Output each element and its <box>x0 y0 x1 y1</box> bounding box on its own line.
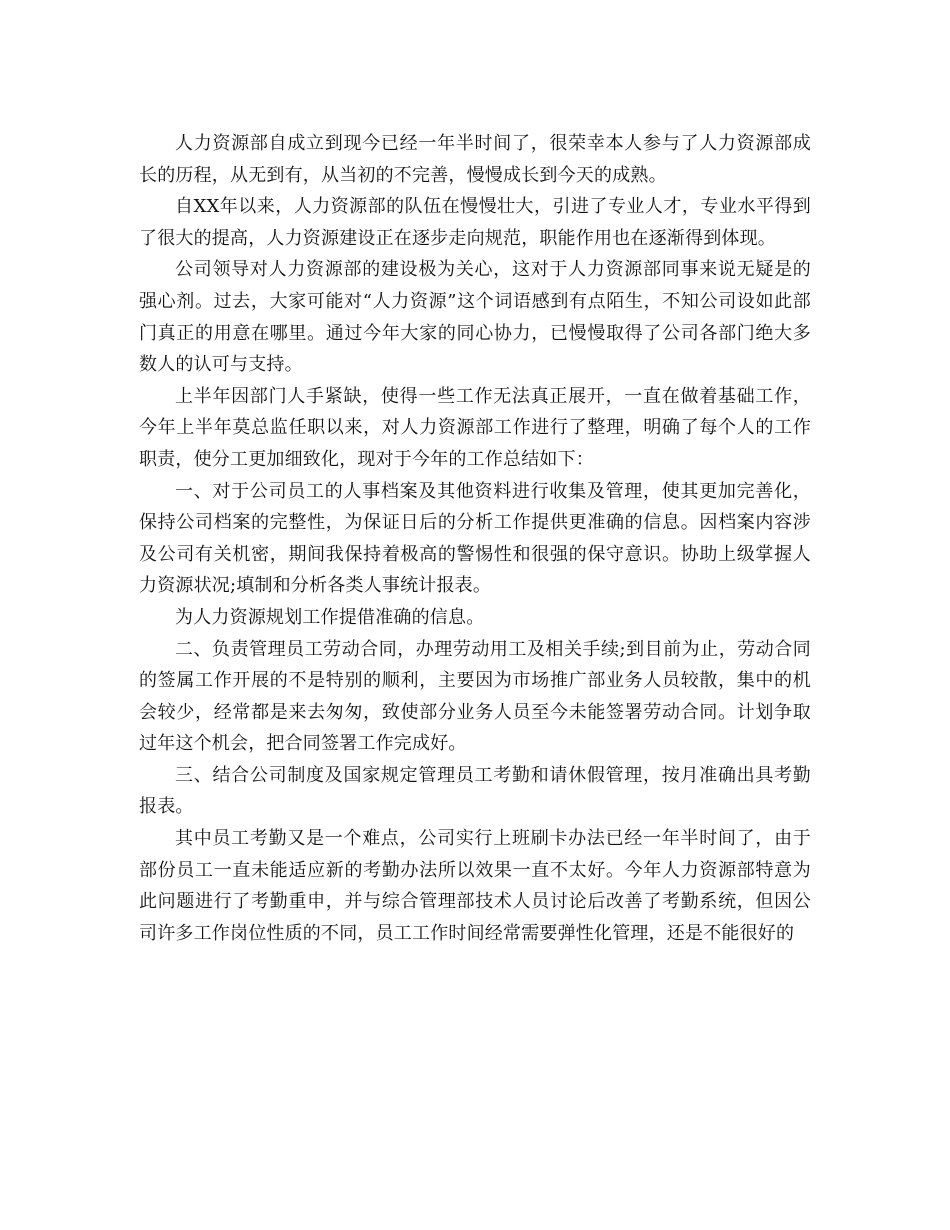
paragraph-9: 其中员工考勤又是一个难点，公司实行上班刷卡办法已经一年半时间了，由于部份员工一直未能适应新的考勤办法所以效果一直不太好。今年人力资源部特意为此问题进行了考勤重申，并与综合管理部技术人员讨论后改善了考勤系统，但因公司许多工作岗位性质的不同，员工工作时间经常需要弹性化管理，还是不能很好的 <box>139 828 811 944</box>
paragraph-7: 二、负责管理员工劳动合同，办理劳动用工及相关手续;到目前为止，劳动合同的签属工作开展的不是特别的顺利，主要因为市场推广部业务人员较散，集中的机会较少，经常都是来去匆匆，致使部分业务人员至今未能签署劳动合同。计划争取过年这个机会，把合同签署工作完成好。 <box>139 638 811 755</box>
paragraph-6: 为人力资源规划工作提借准确的信息。 <box>175 606 485 628</box>
document-body <box>139 128 811 949</box>
paragraph-4: 上半年因部门人手紧缺，使得一些工作无法真正展开，一直在做着基础工作，今年上半年莫总监任职以来，对人力资源部工作进行了整理，明确了每个人的工作职责，使分工更加细致化，现对于今年的工作总结如下： <box>139 385 811 470</box>
paragraph-5: 一、对于公司员工的人事档案及其他资料进行收集及管理，使其更加完善化，保持公司档案的完整性，为保证日后的分析工作提供更准确的信息。因档案内容涉及公司有关机密，期间我保持着极高的警惕性和很强的保守意识。协助上级掌握人力资源状况;填制和分析各类人事统计报表。 <box>139 480 811 597</box>
paragraph-2: 自XX年以来，人力资源部的队伍在慢慢壮大，引进了专业人才，专业水平得到了很大的提高，人力资源建设正在逐步走向规范，职能作用也在逐渐得到体现。 <box>139 196 811 249</box>
paragraph-1: 人力资源部自成立到现今已经一年半时间了，很荣幸本人参与了人力资源部成长的历程，从无到有，从当初的不完善，慢慢成长到今天的成熟。 <box>139 133 811 186</box>
paragraph-8: 三、结合公司制度及国家规定管理员工考勤和请休假管理，按月准确出具考勤报表。 <box>139 764 811 818</box>
paragraph-3: 公司领导对人力资源部的建设极为关心，这对于人力资源部同事来说无疑是的强心剂。过去，大家可能对“人力资源”这个词语感到有点陌生，不知公司设如此部门真正的用意在哪里。通过今年大家的同心协力，已慢慢取得了公司各部门绝大多数人的认可与支持。 <box>139 259 811 376</box>
